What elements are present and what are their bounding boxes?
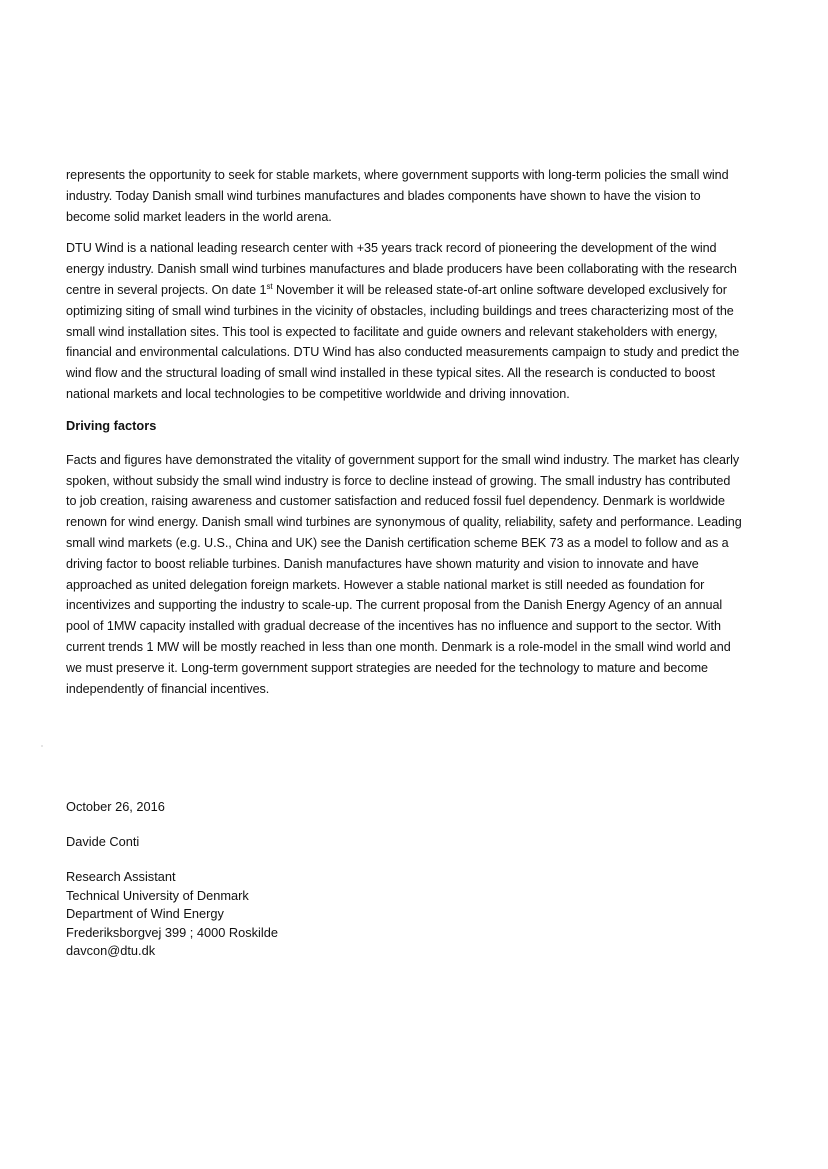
scan-speck	[41, 745, 43, 747]
author-university: Technical University of Denmark	[66, 887, 249, 903]
paragraph-dtu-wind-part-1: DTU Wind is a national leading research center with +35 years track record of pioneering the development of the wind energy industry. Danish small wind turbines manufactures and blade producers have been collaborating with the research centre in several projects. On date 1	[66, 241, 737, 297]
ordinal-suffix: st	[266, 281, 273, 291]
heading-driving-factors: Driving factors	[66, 417, 157, 433]
paragraph-dtu-wind	[66, 238, 742, 404]
letter-date: October 26, 2016	[66, 799, 165, 814]
paragraph-dtu-wind-part-2: November it will be released state-of-art online software developed exclusively for optimizing siting of small wind turbines in the vicinity of obstacles, including buildings and trees characterizing most of the small wind installation sites. This tool is expected to facilitate and guide owners and relevant stakeholders with energy, financial and environmental calculations. DTU Wind has also conducted measurements campaign to study and predict the wind flow and the structural loading of small wind installed in these typical sites. All the research is conducted to boost national markets and local technologies to be competitive worldwide and driving innovation.	[66, 282, 740, 401]
author-email: davcon@dtu.dk	[66, 943, 156, 958]
paragraph-market-opportunity: represents the opportunity to seek for stable markets, where government supports with long-term policies the small wind industry. Today Danish small wind turbines manufactures and blades components have shown to have the vision to become solid market leaders in the world arena.	[66, 168, 729, 224]
letter-body	[66, 165, 742, 710]
paragraph-driving-factors: Facts and figures have demonstrated the vitality of government support for the small wind industry. The market has clearly spoken, without subsidy the small wind industry is force to decline instead of growing. The small industry has contributed to job creation, raising awareness and customer satisfaction and reduced fossil fuel dependency. Denmark is worldwide renown for wind energy. Danish small wind turbines are synonymous of quality, reliability, safety and performance. Leading small wind markets (e.g. U.S., China and UK) see the Danish certification scheme BEK 73 as a model to follow and as a driving factor to boost reliable turbines. Danish manufactures have shown maturity and vision to innovate and have approached as united delegation foreign markets. However a stable national market is still needed as foundation for incentivizes and supporting the industry to scale-up. The current proposal from the Danish Energy Agency of an annual pool of 1MW capacity installed with gradual decrease of the incentives has no influence and support to the sector. With current trends 1 MW will be mostly reached in less than one month. Denmark is a role-model in the small wind world and we must preserve it. Long-term government support strategies are needed for the technology to mature and become independently of financial incentives.	[66, 452, 742, 696]
author-address: Frederiksborgvej 399 ; 4000 Roskilde	[66, 924, 278, 940]
author-department: Department of Wind Energy	[66, 906, 224, 921]
author-title: Research Assistant	[66, 869, 176, 884]
author-name: Davide Conti	[66, 834, 140, 849]
signature-block	[66, 797, 466, 961]
